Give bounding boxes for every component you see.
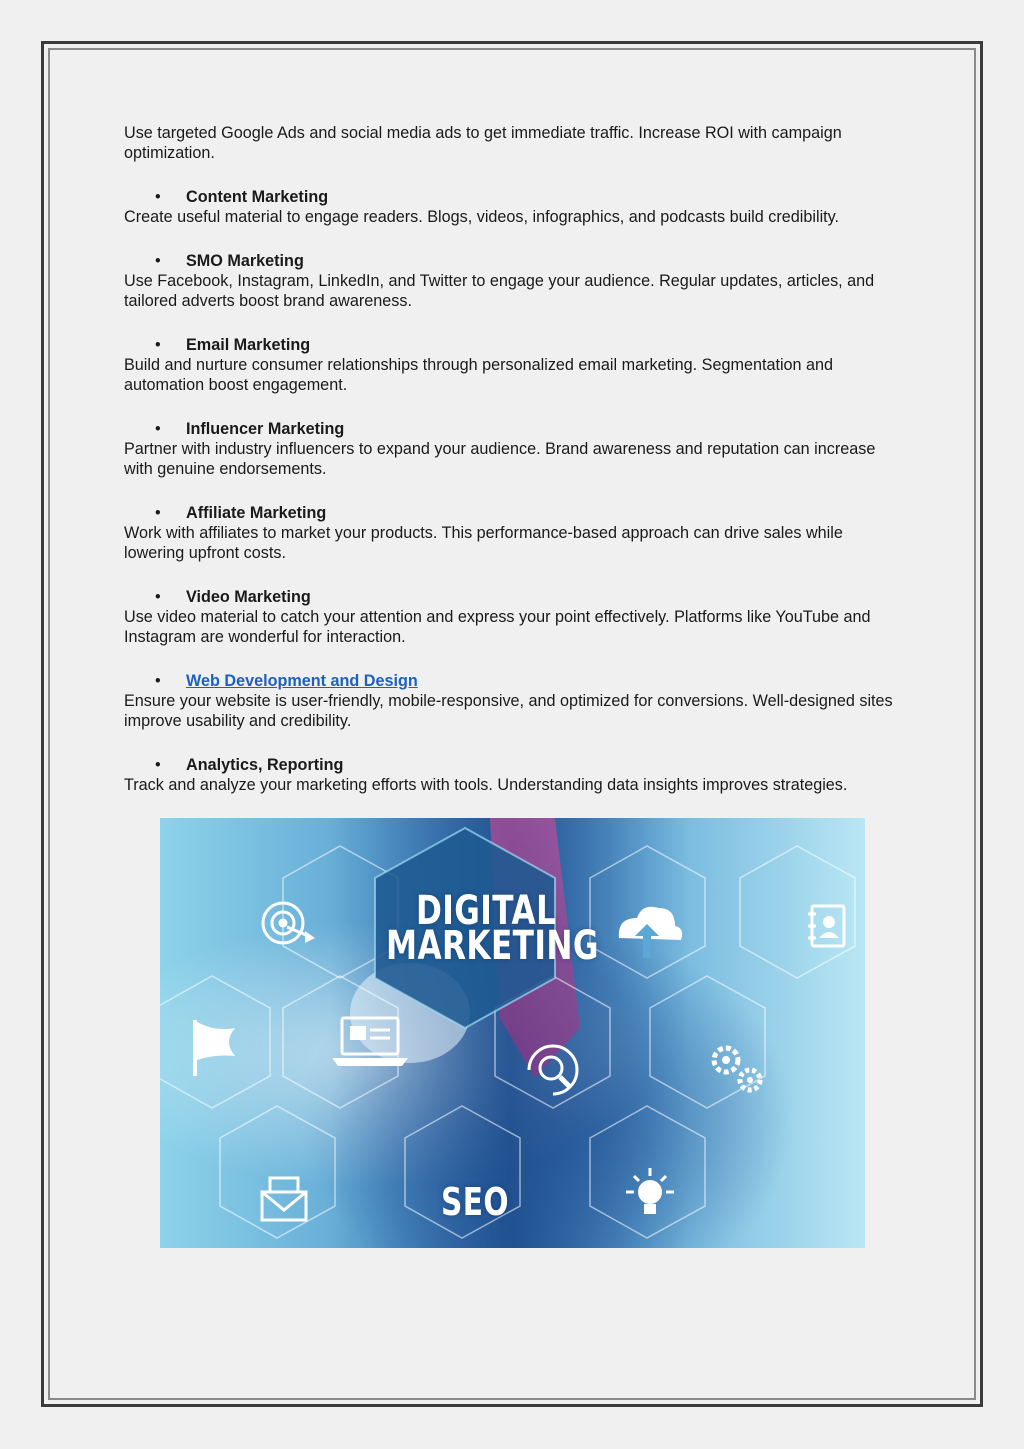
section-heading: Email Marketing (186, 336, 311, 354)
section-heading: Influencer Marketing (186, 420, 345, 438)
web-development-link[interactable]: Web Development and Design (186, 672, 418, 690)
section-heading: Video Marketing (186, 588, 311, 606)
document-content (124, 123, 899, 795)
section-text: Work with affiliates to market your products. This performance-based approach can drive sales while lowering upfront costs. (124, 524, 843, 562)
target-icon (263, 903, 315, 943)
bullet-icon: • (155, 504, 161, 522)
section-text: Ensure your website is user-friendly, mobile-responsive, and optimized for conversions. Well-designed sites improve usability and credibility. (124, 692, 893, 730)
section-email-marketing (124, 335, 899, 395)
seo-label: SEO (441, 1180, 509, 1224)
digital-marketing-image (160, 818, 865, 1248)
section-influencer-marketing (124, 419, 899, 479)
gears-icon (714, 1048, 760, 1090)
hexagon-grid (160, 818, 865, 1248)
section-heading: SMO Marketing (186, 252, 304, 270)
section-heading: Content Marketing (186, 188, 329, 206)
section-video-marketing (124, 587, 899, 647)
bullet-icon: • (155, 588, 161, 606)
section-text: Use Facebook, Instagram, LinkedIn, and Twitter to engage your audience. Regular updates, articles, and tailored adverts boost brand awareness. (124, 272, 875, 310)
section-content-marketing (124, 187, 899, 227)
bullet-icon: • (155, 336, 161, 354)
section-web-development (124, 671, 899, 731)
bullet-icon: • (155, 188, 161, 206)
envelope-icon (262, 1178, 306, 1220)
bullet-icon: • (155, 756, 161, 774)
section-text: Create useful material to engage readers. Blogs, videos, infographics, and podcasts build credibility. (124, 208, 840, 226)
section-text: Build and nurture consumer relationships through personalized email marketing. Segmentation and automation boost engagement. (124, 356, 834, 394)
image-title-line1: DIGITAL (416, 888, 557, 934)
section-heading: Analytics, Reporting (186, 756, 344, 774)
section-text: Use video material to catch your attention and express your point effectively. Platforms like YouTube and Instagram are wonderful for interaction. (124, 608, 871, 646)
intro-paragraph: Use targeted Google Ads and social media ads to get immediate traffic. Increase ROI with campaign optimization. (124, 124, 842, 162)
flag-icon (195, 1020, 235, 1076)
section-text: Partner with industry influencers to expand your audience. Brand awareness and reputation can increase with genuine endorsements. (124, 440, 876, 478)
section-heading: Affiliate Marketing (186, 504, 327, 522)
bullet-icon: • (155, 252, 161, 270)
section-text: Track and analyze your marketing efforts with tools. Understanding data insights improves strategies. (124, 776, 848, 794)
bullet-icon: • (155, 672, 161, 690)
section-smo-marketing (124, 251, 899, 311)
section-affiliate-marketing (124, 503, 899, 563)
image-title-line2: MARKETING (386, 923, 599, 969)
bullet-icon: • (155, 420, 161, 438)
section-analytics-reporting (124, 755, 899, 795)
contact-book-icon (808, 906, 844, 946)
